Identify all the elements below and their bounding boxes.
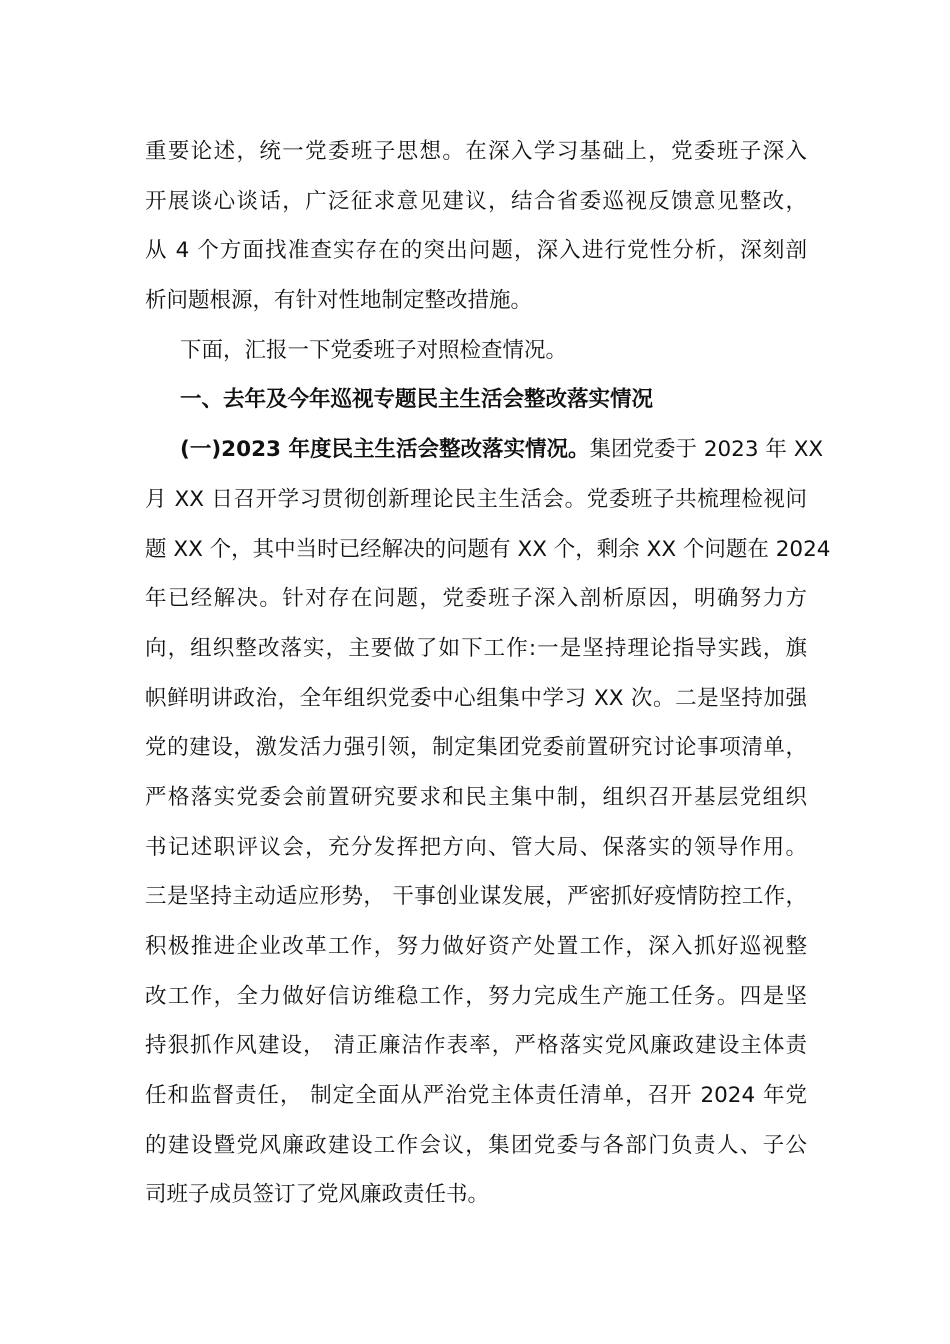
- paragraph-line: 重要论述，统一党委班子思想。在深入学习基础上，党委班子深入: [145, 139, 807, 164]
- paragraph-line: 的建设暨党风廉政建设工作会议，集团党委与各部门负责人、子公: [145, 1132, 807, 1158]
- paragraph-line: 向，组织整改落实，主要做了如下工作:一是坚持理论指导实践，旗: [145, 635, 807, 661]
- paragraph-line: 积极推进企业改革工作，努力做好资产处置工作，深入抓好巡视整: [145, 934, 807, 959]
- document-body: [145, 127, 831, 1220]
- paragraph-text: 集团党委于 2023 年 XX: [589, 437, 824, 463]
- paragraph-line: 下面，汇报一下党委班子对照检查情况。: [180, 337, 568, 363]
- paragraph-line: 开展谈心谈话，广泛征求意见建议，结合省委巡视反馈意见整改，: [145, 188, 807, 214]
- paragraph-line: 题 XX 个，其中当时已经解决的问题有 XX 个，剩余 XX 个问题在 2024: [145, 536, 831, 562]
- paragraph-line: 从 4 个方面找准查实存在的突出问题，深入进行党性分析，深刻剖: [145, 238, 807, 264]
- section-heading: 一、去年及今年巡视专题民主生活会整改落实情况: [180, 387, 654, 413]
- paragraph-line: 月 XX 日召开学习贯彻创新理论民主生活会。党委班子共梳理检视问: [145, 486, 807, 512]
- paragraph-line: 析问题根源，有针对性地制定整改措施。: [145, 288, 533, 314]
- paragraph-line: 司班子成员签订了党风廉政责任书。: [145, 1182, 490, 1208]
- paragraph-line: 书记述职评议会，充分发挥把方向、管大局、保落实的领导作用。: [145, 834, 807, 860]
- paragraph-line: 严格落实党委会前置研究要求和民主集中制，组织召开基层党组织: [145, 784, 807, 810]
- paragraph-line: 任和监督责任， 制定全面从严治党主体责任清单，召开 2024 年党: [145, 1083, 807, 1109]
- subsection-heading: (一)2023 年度民主生活会整改落实情况。: [180, 437, 590, 463]
- paragraph-line: 党的建设，激发活力强引领，制定集团党委前置研究讨论事项清单，: [145, 735, 807, 761]
- paragraph-line: 持狠抓作风建设， 清正廉洁作表率，严格落实党风廉政建设主体责: [145, 1033, 807, 1059]
- paragraph-line: 帜鲜明讲政治，全年组织党委中心组集中学习 XX 次。二是坚持加强: [145, 685, 807, 711]
- paragraph-line: [145, 425, 824, 475]
- paragraph-line: 改工作，全力做好信访维稳工作，努力完成生产施工任务。四是坚: [145, 983, 807, 1009]
- paragraph-line: 年已经解决。针对存在问题，党委班子深入剖析原因，明确努力方: [145, 586, 807, 612]
- paragraph-line: 三是坚持主动适应形势， 干事创业谋发展，严密抓好疫情防控工作，: [145, 884, 807, 910]
